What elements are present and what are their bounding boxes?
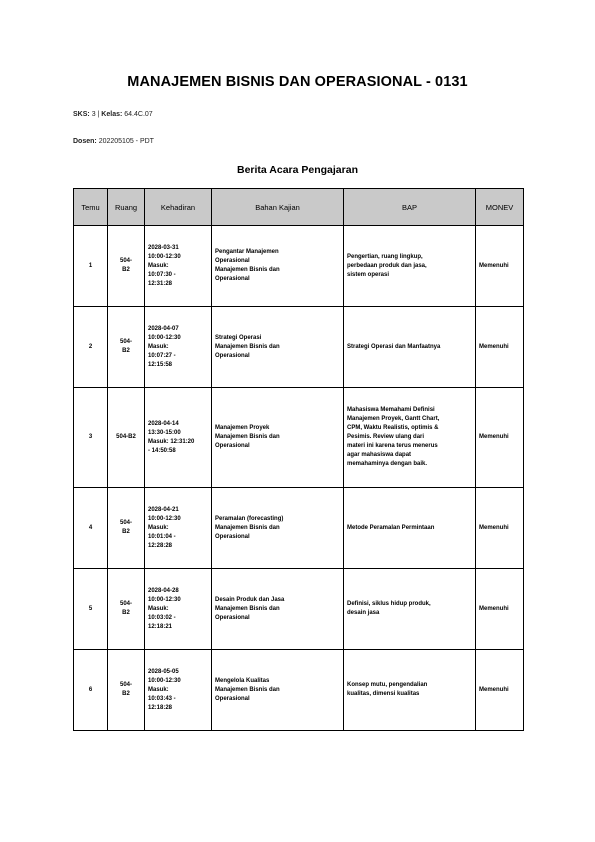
cell-bap: Mahasiswa Memahami Definisi Manajemen Proyek, Gantt Chart, CPM, Waktu Realistis, optimis & Pesimis. Review ulang dari materi ini karena terus menerus agar mahasiswa dapat memahaminya dengan baik. — [344, 388, 476, 488]
header-temu: Temu — [74, 189, 108, 226]
course-meta — [73, 111, 153, 118]
header-ruang: Ruang — [108, 189, 145, 226]
header-kehadiran: Kehadiran — [145, 189, 212, 226]
cell-temu: 4 — [74, 488, 108, 569]
dosen-label: Dosen: — [73, 138, 97, 145]
table-row — [74, 569, 524, 650]
cell-bahan-kajian: Strategi Operasi Manajemen Bisnis dan Operasional — [212, 307, 344, 388]
cell-bap: Definisi, siklus hidup produk, desain jasa — [344, 569, 476, 650]
bap-table — [73, 188, 524, 731]
table-title: Berita Acara Pengajaran — [236, 164, 358, 176]
cell-kehadiran: 2028-05-05 10:00-12:30 Masuk: 10:03:43 - 12:18:28 — [145, 650, 212, 731]
cell-temu: 1 — [74, 226, 108, 307]
cell-kehadiran: 2028-04-14 13:30-15:00 Masuk: 12:31:20 - 14:50:58 — [145, 388, 212, 488]
cell-bahan-kajian: Mengelola Kualitas Manajemen Bisnis dan Operasional — [212, 650, 344, 731]
cell-monev: Memenuhi — [476, 569, 524, 650]
table-row — [74, 488, 524, 569]
cell-ruang: 504- B2 — [108, 569, 145, 650]
cell-monev: Memenuhi — [476, 226, 524, 307]
cell-ruang: 504-B2 — [108, 388, 145, 488]
table-row — [74, 226, 524, 307]
cell-temu: 3 — [74, 388, 108, 488]
kelas-value: 64.4C.07 — [124, 111, 153, 118]
table-row — [74, 650, 524, 731]
cell-ruang: 504- B2 — [108, 307, 145, 388]
cell-monev: Memenuhi — [476, 307, 524, 388]
sks-label: SKS: — [73, 111, 90, 118]
cell-monev: Memenuhi — [476, 650, 524, 731]
cell-monev: Memenuhi — [476, 488, 524, 569]
table-row — [74, 307, 524, 388]
cell-kehadiran: 2028-03-31 10:00-12:30 Masuk: 10:07:30 - 12:31:28 — [145, 226, 212, 307]
header-monev: MONEV — [476, 189, 524, 226]
cell-bahan-kajian: Peramalan (forecasting) Manajemen Bisnis dan Operasional — [212, 488, 344, 569]
cell-kehadiran: 2028-04-07 10:00-12:30 Masuk: 10:07:27 - 12:15:58 — [145, 307, 212, 388]
cell-bahan-kajian: Manajemen Proyek Manajemen Bisnis dan Operasional — [212, 388, 344, 488]
cell-bahan-kajian: Desain Produk dan Jasa Manajemen Bisnis dan Operasional — [212, 569, 344, 650]
cell-bap: Pengertian, ruang lingkup, perbedaan produk dan jasa, sistem operasi — [344, 226, 476, 307]
cell-temu: 2 — [74, 307, 108, 388]
cell-monev: Memenuhi — [476, 388, 524, 488]
header-bap: BAP — [344, 189, 476, 226]
page-title: MANAJEMEN BISNIS DAN OPERASIONAL - 0131 — [127, 74, 468, 90]
cell-bap: Metode Peramalan Permintaan — [344, 488, 476, 569]
header-bahan-kajian: Bahan Kajian — [212, 189, 344, 226]
lecturer-meta — [73, 138, 154, 145]
sks-value: 3 | — [91, 111, 102, 118]
cell-kehadiran: 2028-04-28 10:00-12:30 Masuk: 10:03:02 - 12:18:21 — [145, 569, 212, 650]
cell-ruang: 504- B2 — [108, 488, 145, 569]
cell-temu: 5 — [74, 569, 108, 650]
cell-ruang: 504- B2 — [108, 650, 145, 731]
cell-ruang: 504- B2 — [108, 226, 145, 307]
cell-bap: Strategi Operasi dan Manfaatnya — [344, 307, 476, 388]
dosen-value: 202205105 - PDT — [98, 138, 154, 145]
cell-bap: Konsep mutu, pengendalian kualitas, dimensi kualitas — [344, 650, 476, 731]
table-row — [74, 388, 524, 488]
kelas-label: Kelas: — [101, 111, 123, 118]
cell-temu: 6 — [74, 650, 108, 731]
cell-kehadiran: 2028-04-21 10:00-12:30 Masuk: 10:01:04 - 12:28:28 — [145, 488, 212, 569]
table-header-row — [74, 189, 524, 226]
cell-bahan-kajian: Pengantar Manajemen Operasional Manajemen Bisnis dan Operasional — [212, 226, 344, 307]
